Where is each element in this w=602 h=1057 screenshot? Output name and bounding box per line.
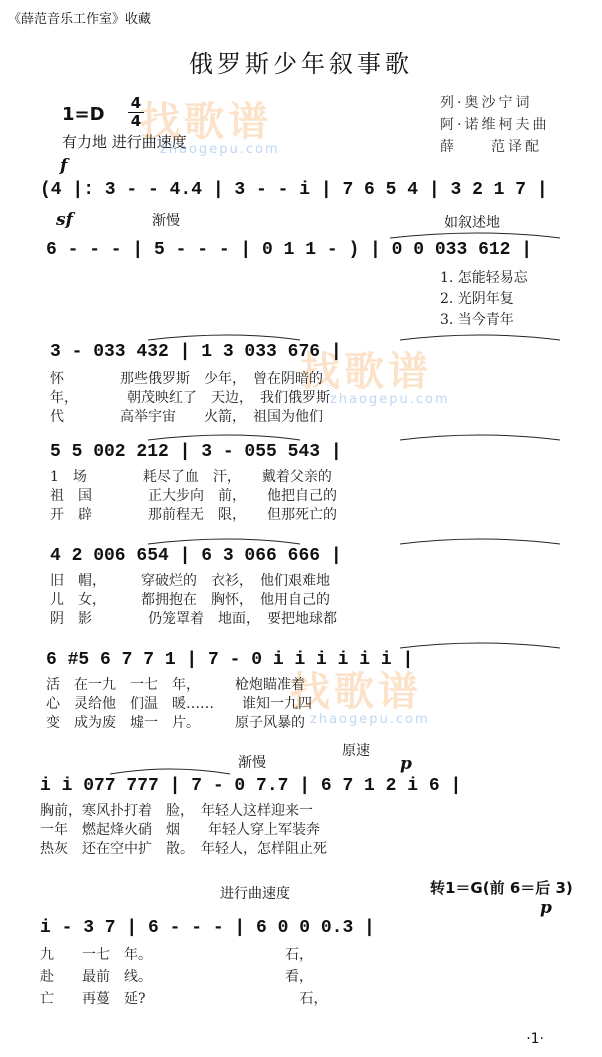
lyric-verse-2: 赴 最前 线。 看，: [40, 969, 313, 985]
collection-header: 《薛范音乐工作室》收藏: [8, 12, 152, 27]
credit-composer: 阿·诺维柯夫曲: [440, 117, 550, 133]
lyric-verse-1: 1. 怎能轻易忘: [440, 270, 528, 286]
tempo-primo-marking: 原速: [342, 743, 370, 759]
slur: [400, 643, 560, 648]
notation-line-2: 6 - - - | 5 - - - | 0 1 1 - ) | 0 0 033 612 |: [46, 240, 533, 260]
lyric-verse-2: 2. 光阴年复: [440, 291, 514, 307]
lyric-verse-1: 活 在一九 一七 年， 枪炮瞄准着: [46, 677, 305, 693]
slur: [390, 233, 560, 238]
tempo-marking: 进行曲速度: [220, 886, 290, 902]
dynamic-marking: f: [60, 156, 68, 176]
ritardando-marking: 渐慢: [238, 755, 266, 771]
credit-lyricist: 列·奥沙宁词: [440, 95, 533, 111]
lyric-verse-2: 儿 女， 都拥抱在 胸怀， 他用自己的: [50, 592, 330, 608]
slur: [148, 435, 300, 440]
song-title: 俄罗斯少年叙事歌: [189, 50, 413, 78]
expression-marking: 如叙述地: [444, 215, 500, 231]
notation-line-6: 6 #5 6 7 7 1 | 7 - 0 i i i i i i |: [46, 650, 414, 670]
lyric-verse-1: 怀 那些俄罗斯 少年， 曾在阴暗的: [50, 371, 323, 387]
notation-line-5: 4 2 006 654 | 6 3 066 666 |: [50, 546, 342, 566]
watermark-logo: 找歌谱: [140, 99, 272, 145]
tempo-marking: 有力地 进行曲速度: [62, 133, 187, 151]
lyric-verse-3: 代 高举宇宙 火箭， 祖国为他们: [50, 409, 323, 425]
slur: [110, 769, 230, 774]
notation-line-4: 5 5 002 212 | 3 - 055 543 |: [50, 442, 342, 462]
lyric-verse-1: 胸前，寒风扑打着 脸， 年轻人这样迎来一: [40, 803, 313, 819]
credit-translator: 薛 范译配: [440, 139, 542, 155]
watermark-site: zhaogepu.com: [310, 712, 430, 727]
lyric-verse-3: 亡 再蔓 延? 石，: [40, 991, 328, 1007]
lyric-verse-3: 开 辟 那前程无 限， 但那死亡的: [50, 507, 337, 523]
slur: [400, 539, 560, 544]
meter-bottom: 4: [130, 112, 142, 130]
notation-line-7: i i 077 777 | 7 - 0 7.7 | 6 7 1 2 i 6 |: [40, 776, 462, 796]
modulation-marking: 转1＝G(前 6＝后 3): [430, 879, 573, 897]
page-number: ·1·: [526, 1031, 544, 1047]
lyric-verse-3: 变 成为废 墟一 片。 原子风暴的: [46, 715, 305, 731]
lyric-verse-2: 心 灵给他 们温 暖…… 谁知一九四: [46, 696, 312, 712]
slur: [400, 435, 560, 440]
slur: [148, 539, 300, 544]
slur: [148, 335, 300, 340]
lyric-verse-3: 阴 影 仍笼罩着 地面， 要把地球都: [50, 611, 337, 627]
lyric-verse-2: 年， 朝茂映红了 天边， 我们俄罗斯: [50, 390, 330, 406]
meter-top: 4: [130, 94, 142, 112]
notation-line-1: (4 |: 3 - - 4.4 | 3 - - i | 7 6 5 4 | 3 2 1 7 |: [40, 180, 548, 200]
lyric-verse-1: 1 场 耗尽了血 汗， 戴着父亲的: [50, 469, 332, 485]
watermark-site: zhaogepu.com: [160, 142, 280, 157]
dynamic-marking: p: [540, 898, 552, 918]
dynamic-marking: sf: [56, 210, 73, 230]
watermark-logo: 找歌谱: [290, 669, 422, 715]
lyric-verse-1: 九 一七 年。 石，: [40, 947, 313, 963]
lyric-verse-3: 热灰 还在空中扩 散。 年轻人，怎样阻止死: [40, 841, 327, 857]
notation-line-3: 3 - 033 432 | 1 3 033 676 |: [50, 342, 342, 362]
lyric-verse-3: 3. 当今青年: [440, 312, 514, 328]
ritardando-marking: 渐慢: [152, 213, 180, 229]
lyric-verse-2: 一年 燃起烽火硝 烟 年轻人穿上军装奔: [40, 822, 320, 838]
key-signature: 1=D: [62, 104, 105, 125]
watermark-logo: 找歌谱: [300, 349, 432, 395]
notation-line-8: i - 3 7 | 6 - - - | 6 0 0 0.3 |: [40, 918, 375, 938]
lyric-verse-2: 祖 国 正大步向 前， 他把自己的: [50, 488, 337, 504]
watermark-site: zhaogepu.com: [330, 392, 450, 407]
dynamic-marking: p: [400, 754, 412, 774]
slur: [400, 335, 560, 340]
lyric-verse-1: 旧 帽， 穿破烂的 衣衫， 他们艰难地: [50, 573, 330, 589]
